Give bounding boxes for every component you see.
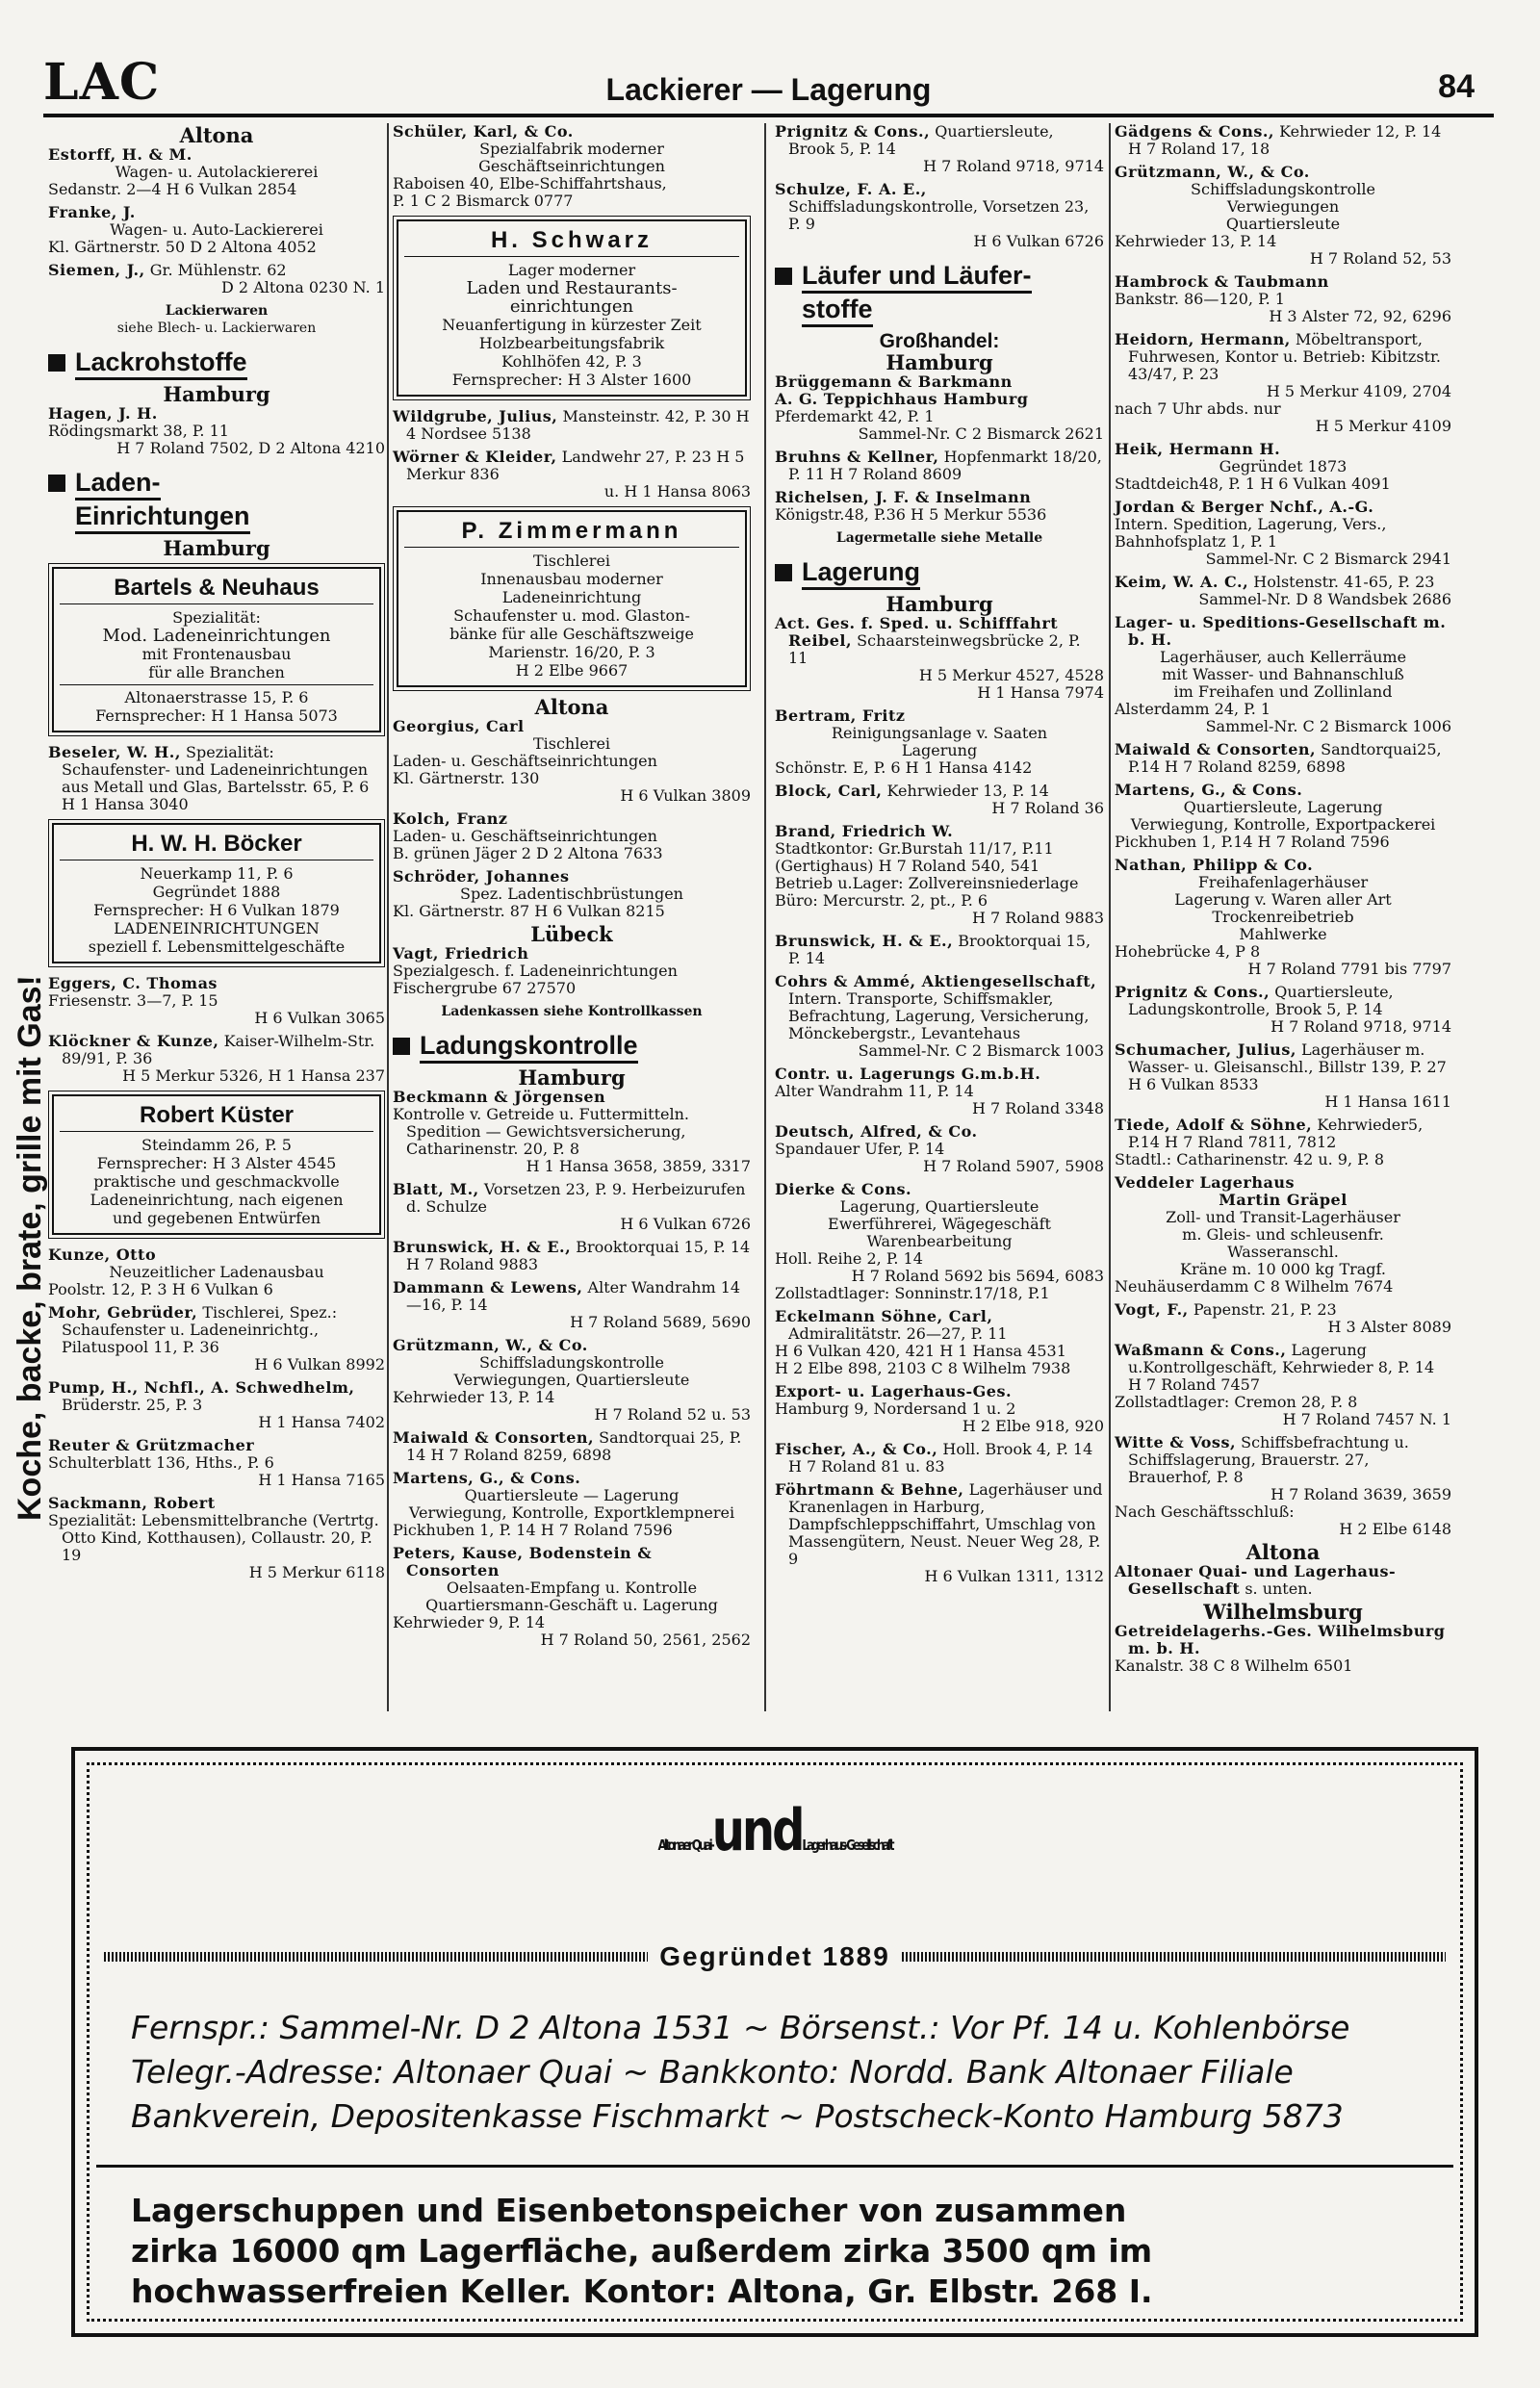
section-laeufer: Läufer und Läufer- stoffe	[775, 260, 1104, 327]
entry-schulze: Schulze, F. A. E., Schiffsladungskontrolle, Vorsetzen 23, P. 9 H 6 Vulkan 6726	[775, 180, 1104, 250]
entry-pump: Pump, H., Nchfl., A. Schwedhelm, Brüderstr. 25, P. 3 H 1 Hansa 7402	[48, 1378, 385, 1431]
square-bullet-icon	[48, 354, 65, 372]
entry-schroeder: Schröder, Johannes Spez. Ladentischbrüstungen Kl. Gärtnerstr. 87 H 6 Vulkan 8215	[393, 867, 683, 920]
entry-brand: Brand, Friedrich W. Stadtkontor: Gr.Burstah 11/17, P.11 (Gertighaus) H 7 Roland 540, 541 Betrieb u.Lager: Zollvereinsniederlage Büro: Mercurstr. 2, pt., P. 6 H 7 Roland 9883	[775, 822, 1104, 927]
ad-box-kuester: Robert Küster Steindamm 26, P. 5 Fernsprecher: H 3 Alster 4545 praktische und geschmackvolle Ladeneinrichtung, nach eigenen und gegebenen Entwürfen	[52, 1094, 381, 1235]
entry-vagt: Vagt, Friedrich Spezialgesch. f. Ladeneinrichtungen Fischergrube 67 27570	[393, 944, 678, 997]
ad-founded: Gegründet 1889	[104, 1941, 1446, 1972]
column-2	[393, 123, 751, 1655]
entry-franke: Franke, J. Wagen- u. Auto-Lackiererei Kl. Gärtnerstr. 50 D 2 Altona 4052	[48, 203, 323, 256]
entry-maiwald: Maiwald & Consorten, Sandtorquai 25, P. 14 H 7 Roland 8259, 6898	[393, 1428, 742, 1464]
entry-wassmann: Waßmann & Cons., Lagerung u.Kontrollgeschäft, Kehrwieder 8, P. 14 H 7 Roland 7457 Zollstadtlager: Cremon 28, P. 8 H 7 Roland 7457 N. 1	[1115, 1341, 1451, 1428]
entry-estorff: Estorff, H. & M. Wagen- u. Autolackiererei Sedanstr. 2—4 H 6 Vulkan 2854	[48, 145, 319, 198]
entry-eckelmann: Eckelmann Söhne, Carl, Admiralitätstr. 26—27, P. 11 H 6 Vulkan 420, 421 H 1 Hansa 4531 H 2 Elbe 898, 2103 C 8 Wilhelm 7938	[775, 1307, 1071, 1377]
cross-reference: Lagermetalle siehe Metalle	[835, 530, 1043, 546]
advertisement-altonaer-quai	[71, 1747, 1478, 2337]
entry-hambrock: Hambrock & Taubmann Bankstr. 86—120, P. 1 H 3 Alster 72, 92, 6296	[1115, 272, 1451, 325]
entry-blatt: Blatt, M., Vorsetzen 23, P. 9. Herbeizurufen d. Schulze H 6 Vulkan 6726	[393, 1180, 751, 1233]
entry-dierke: Dierke & Cons. Lagerung, Quartiersleute Ewerführerei, Wägegeschäft Warenbearbeitung Holl. Reihe 2, P. 14 H 7 Roland 5692 bis 5694, 6083 Zollstadtlager: Sonninstr.17/18, P.1	[775, 1180, 1104, 1302]
entry-witte: Witte & Voss, Schiffsbefrachtung u. Schiffslagerung, Brauerstr. 27, Brauerhof, P. 8 H 7 Roland 3639, 3659 Nach Geschäftsschluß: H 2 Elbe 6148	[1115, 1433, 1451, 1538]
column-3	[775, 123, 1104, 1591]
entry-bruhns: Bruhns & Kellner, Hopfenmarkt 18/20, P. 11 H 7 Roland 8609	[775, 448, 1102, 483]
column-1	[48, 123, 385, 1587]
entry-schueler: Schüler, Karl, & Co. Spezialfabrik moderner Geschäftseinrichtungen Raboisen 40, Elbe-Schiffahrtshaus, P. 1 C 2 Bismarck 0777	[393, 122, 667, 210]
city-heading: Wilhelmsburg	[1203, 1600, 1363, 1624]
entry-gruetzmann: Grützmann, W., & Co. Schiffsladungskontrolle Verwiegungen, Quartiersleute Kehrwieder 13, P. 14 H 7 Roland 52 u. 53	[393, 1336, 751, 1424]
entry-reuter: Reuter & Grützmacher Schulterblatt 136, Hths., P. 6 H 1 Hansa 7165	[48, 1436, 385, 1489]
entry-kunze: Kunze, Otto Neuzeitlicher Ladenausbau Poolstr. 12, P. 3 H 6 Vulkan 6	[48, 1245, 324, 1298]
entry-martens-lager: Martens, G., & Cons. Quartiersleute, Lagerung Verwiegung, Kontrolle, Exportpackerei Pickhuben 1, P.14 H 7 Roland 7596	[1115, 781, 1436, 851]
ad-storage-line: hochwasserfreien Keller. Kontor: Altona, Gr. Elbstr. 268 I.	[131, 2272, 1153, 2310]
city-heading: Hamburg	[163, 536, 270, 560]
entry-lager-speditions: Lager- u. Speditions-Gesellschaft m. b. H. Lagerhäuser, auch Kellerräume mit Wasser- und Bahnanschluß im Freihafen und Zollinland Alsterdamm 24, P. 1 Sammel-Nr. C 2 Bismarck 1006	[1115, 613, 1451, 735]
side-slogan: Koche, backe, brate, grille mit Gas!	[12, 975, 48, 1521]
city-heading: Hamburg	[518, 1066, 626, 1090]
entry-bertram: Bertram, Fritz Reinigungsanlage v. Saaten Lagerung Schönstr. E, P. 6 H 1 Hansa 4142	[775, 706, 1048, 777]
entry-sackmann: Sackmann, Robert Spezialität: Lebensmittelbranche (Vertrtg. Otto Kind, Kotthausen), Collaustr. 20, P. 19 H 5 Merkur 6118	[48, 1494, 385, 1581]
section-ladungskontrolle: Ladungskontrolle	[393, 1030, 751, 1064]
entry-jordan: Jordan & Berger Nchf., A.-G. Intern. Spedition, Lagerung, Vers., Bahnhofsplatz 1, P. 1 Sammel-Nr. C 2 Bismarck 2941	[1115, 498, 1451, 568]
section-lagerung: Lagerung	[775, 556, 1104, 590]
entry-maiwald-lager: Maiwald & Consorten, Sandtorquai25, P.14 H 7 Roland 8259, 6898	[1115, 740, 1442, 776]
entry-foehrtmann: Föhrtmann & Behne, Lagerhäuser und Kranenlagen in Harburg, Dampfschleppschiffahrt, Umschlag von Massengütern, Neust. Neuer Weg 28, P. 9 H 6 Vulkan 1311, 1312	[775, 1480, 1104, 1585]
entry-eggers: Eggers, C. Thomas Friesenstr. 3—7, P. 15 H 6 Vulkan 3065	[48, 974, 385, 1027]
ad-box-schwarz: H. Schwarz Lager moderner Laden und Restaurants- einrichtungen Neuanfertigung in kürzester Zeit Holzbearbeitungsfabrik Kohlhöfen 42, P. 3 Fernsprecher: H 3 Alster 1600	[397, 219, 747, 397]
entry-reibel: Act. Ges. f. Sped. u. Schifffahrt Reibel, Schaarsteinwegsbrücke 2, P. 11 H 5 Merkur 4527, 4528 H 1 Hansa 7974	[775, 614, 1104, 702]
city-heading: Hamburg	[163, 382, 270, 406]
square-bullet-icon	[775, 268, 792, 285]
entry-richelsen: Richelsen, J. F. & Inselmann Königstr.48, P.36 H 5 Merkur 5536	[775, 488, 1047, 524]
entry-gruetzmann-lager: Grützmann, W., & Co. Schiffsladungskontrolle Verwiegungen Quartiersleute Kehrwieder 13, P. 14 H 7 Roland 52, 53	[1115, 163, 1451, 268]
ad-contact-line: Fernspr.: Sammel-Nr. D 2 Altona 1531 ~ Börsenst.: Vor Pf. 14 u. Kohlenbörse	[131, 2009, 1350, 2046]
entry-veddeler: Veddeler Lagerhaus Martin Gräpel Zoll- und Transit-Lagerhäuser m. Gleis- und schleusenfr. Wasseranschl. Kräne m. 10 000 kg Tragf. Neuhäuserdamm C 8 Wilhelm 7674	[1115, 1173, 1400, 1296]
entry-siemen: Siemen, J., Gr. Mühlenstr. 62 D 2 Altona 0230 N. 1	[48, 261, 385, 296]
entry-deutsch: Deutsch, Alfred, & Co. Spandauer Ufer, P. 14 H 7 Roland 5907, 5908	[775, 1122, 1104, 1175]
city-heading: Hamburg	[886, 592, 993, 616]
cross-reference: Lackierwaren siehe Blech- u. Lackierwaren	[116, 303, 317, 336]
entry-fischer: Fischer, A., & Co., Holl. Brook 4, P. 14 H 7 Roland 81 u. 83	[775, 1440, 1093, 1476]
cross-reference: Ladenkassen siehe Kontrollkassen	[441, 1004, 703, 1019]
entry-export-lagerhaus: Export- u. Lagerhaus-Ges. Hamburg 9, Nordersand 1 u. 2 H 2 Elbe 918, 920	[775, 1382, 1104, 1435]
entry-georgius: Georgius, Carl Tischlerei Laden- u. Geschäftseinrichtungen Kl. Gärtnerstr. 130 H 6 Vulkan 3809	[393, 717, 751, 805]
page-number: 84	[1438, 68, 1475, 105]
header-keyword: LAC	[43, 53, 161, 112]
column-4	[1115, 123, 1451, 1681]
entry-kolch: Kolch, Franz Laden- u. Geschäftseinrichtungen B. grünen Jäger 2 D 2 Altona 7633	[393, 809, 663, 862]
ad-storage-line: zirka 16000 qm Lagerfläche, außerdem zirka 3500 qm im	[131, 2232, 1153, 2270]
entry-beseler: Beseler, W. H., Spezialität: Schaufenster- und Ladeneinrichtungen aus Metall und Glas, Bartelsstr. 65, P. 6 H 1 Hansa 3040	[48, 743, 370, 813]
city-heading: Altona	[1245, 1540, 1321, 1564]
entry-brunswick-lager: Brunswick, H. & E., Brooktorquai 15, P. 14	[775, 932, 1091, 967]
entry-tiede: Tiede, Adolf & Söhne, Kehrwieder5, P.14 H 7 Rland 7811, 7812 Stadtl.: Catharinenstr. 42 u. 9, P. 8	[1115, 1116, 1424, 1168]
square-bullet-icon	[775, 564, 792, 581]
entry-brueggemann: Brüggemann & Barkmann A. G. Teppichhaus Hamburg Pferdemarkt 42, P. 1 Sammel-Nr. C 2 Bismarck 2621	[775, 372, 1104, 443]
entry-heik: Heik, Hermann H. Gegründet 1873 Stadtdeich48, P. 1 H 6 Vulkan 4091	[1115, 440, 1391, 493]
entry-hagen: Hagen, J. H. Rödingsmarkt 38, P. 11 H 7 Roland 7502, D 2 Altona 4210	[48, 404, 385, 457]
ad-box-zimmermann: P. Zimmermann Tischlerei Innenausbau moderner Ladeneinrichtung Schaufenster u. mod. Glaston- bänke für alle Geschäftszweige Marienstr. 16/20, P. 3 H 2 Elbe 9667	[397, 510, 747, 687]
ad-contact-line: Telegr.-Adresse: Altonaer Quai ~ Bankkonto: Nordd. Bank Altonaer Filiale	[131, 2053, 1294, 2091]
ad-box-boecker: H. W. H. Böcker Neuerkamp 11, P. 6 Gegründet 1888 Fernsprecher: H 6 Vulkan 1879 LADENEINRICHTUNGEN speziell f. Lebensmittelgeschäfte	[52, 823, 381, 963]
entry-peters: Peters, Kause, Bodenstein & Consorten Oelsaaten-Empfang u. Kontrolle Quartiersmann-Geschäft u. Lagerung Kehrwieder 9, P. 14 H 7 Roland 50, 2561, 2562	[393, 1544, 751, 1649]
city-heading: Hamburg	[886, 350, 993, 374]
ad-title: Altonaer Quai-undLagerhaus-Gesellschaft	[657, 1797, 892, 1864]
entry-woerner: Wörner & Kleider, Landwehr 27, P. 23 H 5 Merkur 836 u. H 1 Hansa 8063	[393, 448, 751, 501]
entry-beckmann: Beckmann & Jörgensen Kontrolle v. Getreide u. Futtermitteln. Spedition — Gewichtsversicherung, Catharinenstr. 20, P. 8 H 1 Hansa 3658, 3859, 3317	[393, 1088, 751, 1175]
city-heading: Lübeck	[530, 922, 613, 946]
entry-dammann: Dammann & Lewens, Alter Wandrahm 14—16, P. 14 H 7 Roland 5689, 5690	[393, 1278, 751, 1331]
ad-divider	[96, 2165, 1453, 2168]
city-heading: Altona	[534, 695, 609, 719]
city-heading: Altona	[179, 123, 254, 147]
entry-mohr: Mohr, Gebrüder, Tischlerei, Spez.: Schaufenster u. Ladeneinrichtg., Pilatuspool 11, P. 36 H 6 Vulkan 8992	[48, 1303, 385, 1374]
header-title: Lackierer — Lagerung	[605, 72, 932, 107]
entry-block: Block, Carl, Kehrwieder 13, P. 14 H 7 Roland 36	[775, 782, 1104, 817]
entry-martens: Martens, G., & Cons. Quartiersleute — Lagerung Verwiegung, Kontrolle, Exportklempnerei Pickhuben 1, P. 14 H 7 Roland 7596	[393, 1469, 735, 1539]
entry-altonaer-quai: Altonaer Quai- und Lagerhaus-Gesellschaft s. unten.	[1115, 1562, 1397, 1598]
column-divider	[1109, 123, 1111, 1711]
sub-heading: Großhandel:	[879, 330, 1000, 352]
ad-storage-line: Lagerschuppen und Eisenbetonspeicher von zusammen	[131, 2192, 1127, 2229]
page-header	[43, 53, 1494, 117]
entry-getreidelager: Getreidelagerhs.-Ges. Wilhelmsburg m. b. H. Kanalstr. 38 C 8 Wilhelm 6501	[1115, 1622, 1446, 1675]
entry-vogt: Vogt, F., Papenstr. 21, P. 23 H 3 Alster 8089	[1115, 1300, 1451, 1336]
entry-kloeckner: Klöckner & Kunze, Kaiser-Wilhelm-Str. 89/91, P. 36 H 5 Merkur 5326, H 1 Hansa 237	[48, 1032, 385, 1085]
section-ladeneinrichtungen: Laden- Einrichtungen	[48, 467, 385, 534]
column-divider	[764, 123, 766, 1711]
entry-prignitz-lager: Prignitz & Cons., Quartiersleute, Ladungskontrolle, Brook 5, P. 14 H 7 Roland 9718, 9714	[1115, 983, 1451, 1036]
ad-contact-line: Bankverein, Depositenkasse Fischmarkt ~ Postscheck-Konto Hamburg 5873	[131, 2097, 1344, 2135]
entry-brunswick: Brunswick, H. & E., Brooktorquai 15, P. 14 H 7 Roland 9883	[393, 1238, 751, 1273]
entry-keim: Keim, W. A. C., Holstenstr. 41-65, P. 23 Sammel-Nr. D 8 Wandsbek 2686	[1115, 573, 1451, 608]
entry-wildgrube: Wildgrube, Julius, Mansteinstr. 42, P. 30 H 4 Nordsee 5138	[393, 407, 750, 443]
column-divider	[387, 123, 389, 1711]
entry-nathan: Nathan, Philipp & Co. Freihafenlagerhäuser Lagerung v. Waren aller Art Trockenreibetrieb Mahlwerke Hohebrücke 4, P 8 H 7 Roland 7791 bis 7797	[1115, 856, 1451, 978]
ad-box-bartels: Bartels & Neuhaus Spezialität: Mod. Ladeneinrichtungen mit Frontenausbau für alle Branchen Altonaerstrasse 15, P. 6 Fernsprecher: H 1 Hansa 5073	[52, 567, 381, 732]
ad-dots-right	[902, 1952, 1446, 1962]
section-lackrohstoffe: Lackrohstoffe	[48, 347, 385, 380]
square-bullet-icon	[48, 475, 65, 492]
entry-schumacher: Schumacher, Julius, Lagerhäuser m. Wasser- u. Gleisanschl., Billstr 139, P. 27 H 6 Vulkan 8533 H 1 Hansa 1611	[1115, 1040, 1451, 1111]
entry-heidorn: Heidorn, Hermann, Möbeltransport, Fuhrwesen, Kontor u. Betrieb: Kibitzstr. 43/47, P. 23 H 5 Merkur 4109, 2704 nach 7 Uhr abds. nur H 5 Merkur 4109	[1115, 330, 1451, 435]
entry-prignitz: Prignitz & Cons., Quartiersleute, Brook 5, P. 14 H 7 Roland 9718, 9714	[775, 122, 1104, 175]
square-bullet-icon	[393, 1038, 410, 1055]
entry-contr: Contr. u. Lagerungs G.m.b.H. Alter Wandrahm 11, P. 14 H 7 Roland 3348	[775, 1065, 1104, 1117]
ad-dots-left	[104, 1952, 648, 1962]
entry-gaedgens: Gädgens & Cons., Kehrwieder 12, P. 14 H 7 Roland 17, 18	[1115, 122, 1442, 158]
entry-cohrs: Cohrs & Ammé, Aktiengesellschaft, Intern. Transporte, Schiffsmakler, Befrachtung, Lagerung, Versicherung, Mönckebergstr., Levantehaus Sammel-Nr. C 2 Bismarck 1003	[775, 972, 1104, 1060]
